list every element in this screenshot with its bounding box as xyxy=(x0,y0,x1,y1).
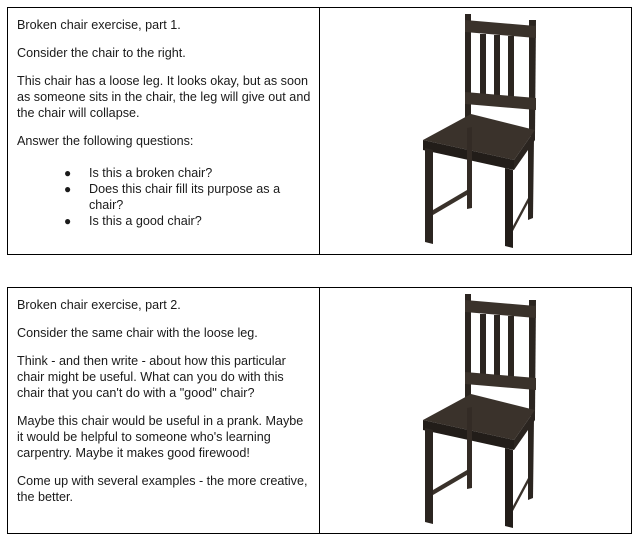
exercise-1-text-cell xyxy=(8,8,320,254)
exercise-1-title: Broken chair exercise, part 1. xyxy=(17,18,181,32)
exercise-part-1 xyxy=(7,7,632,255)
bullet-icon: ● xyxy=(64,166,72,180)
question-list xyxy=(17,165,311,229)
exercise-2-closing: Come up with several examples - the more creative, the better. xyxy=(17,474,308,504)
exercise-2-instruction: Consider the same chair with the loose leg. xyxy=(17,326,258,340)
chair-image xyxy=(415,292,539,530)
question-text: Does this chair fill its purpose as a chair? xyxy=(89,182,281,212)
exercise-1-image-cell xyxy=(320,8,631,254)
question-text: Is this a broken chair? xyxy=(89,166,213,180)
exercise-2-text-cell xyxy=(8,288,320,533)
question-text: Is this a good chair? xyxy=(89,214,202,228)
exercise-1-description: This chair has a loose leg. It looks okay, but as soon as someone sits in the chair, the leg will give out and the chair will collapse. xyxy=(17,74,311,120)
exercise-1-instruction: Consider the chair to the right. xyxy=(17,46,186,60)
exercise-part-2 xyxy=(7,287,632,534)
question-item xyxy=(64,213,311,229)
exercise-1-prompt: Answer the following questions: xyxy=(17,134,194,148)
exercise-2-task: Think - and then write - about how this particular chair might be useful. What can you do with this chair that you can't do with a "good" chair? xyxy=(17,354,286,400)
bullet-icon: ● xyxy=(64,182,72,196)
exercise-2-image-cell xyxy=(320,288,631,533)
question-item xyxy=(64,165,311,181)
exercise-2-suggestions: Maybe this chair would be useful in a prank. Maybe it would be helpful to someone who's learning carpentry. Maybe it makes good firewood! xyxy=(17,414,304,460)
exercise-2-title: Broken chair exercise, part 2. xyxy=(17,298,181,312)
chair-image xyxy=(415,12,539,250)
bullet-icon: ● xyxy=(64,214,72,228)
question-item xyxy=(64,181,311,213)
